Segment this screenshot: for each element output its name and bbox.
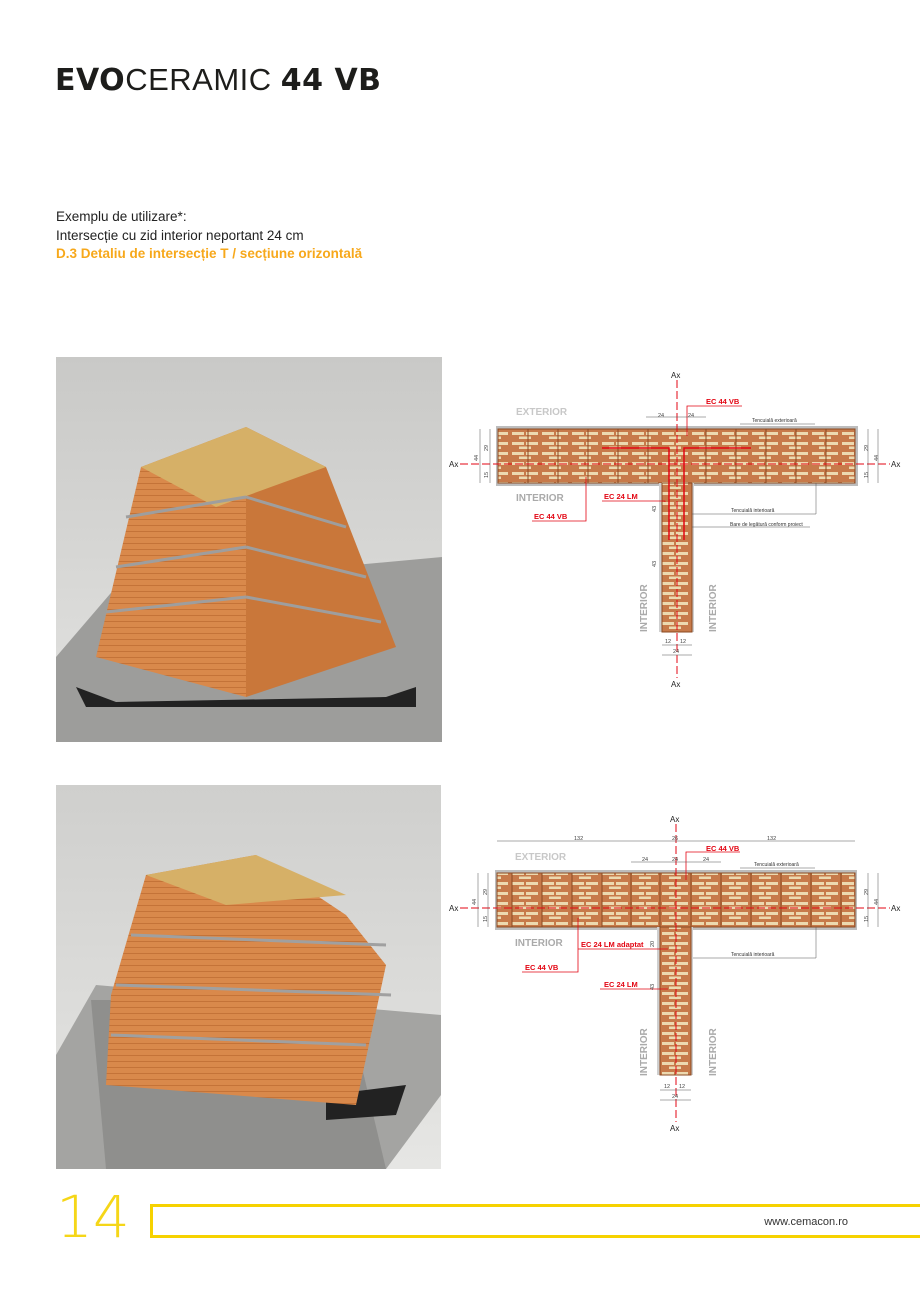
interior-label: INTERIOR <box>515 938 563 949</box>
dim-24: 24 <box>642 857 649 863</box>
axis-label-right: Ax <box>891 904 901 913</box>
dim-24: 24 <box>688 413 695 419</box>
axis-label-top: Ax <box>671 371 681 380</box>
label-ec44vb-bottom: EC 44 VB <box>525 963 559 972</box>
title-ceramic: CERAMIC <box>125 62 281 97</box>
interior-label: INTERIOR <box>516 493 564 504</box>
dim-29: 29 <box>483 888 489 895</box>
intro-line-2: Intersecție cu zid interior neportant 24 cm <box>56 228 304 243</box>
dim-20: 20 <box>650 940 656 947</box>
dim-24: 24 <box>672 857 679 863</box>
axis-label-left: Ax <box>449 460 459 469</box>
axis-label-bottom: Ax <box>670 1124 680 1133</box>
dim-29: 29 <box>864 444 870 451</box>
dim-43: 43 <box>652 560 658 567</box>
dim-44: 44 <box>874 898 880 905</box>
axis-label-left: Ax <box>449 904 459 913</box>
page-number: 14 <box>56 1183 130 1251</box>
dim-15: 15 <box>484 471 490 478</box>
dim-44: 44 <box>874 454 880 461</box>
dim-24: 24 <box>703 857 710 863</box>
dim-12: 12 <box>664 1084 671 1090</box>
section-heading: D.3 Detaliu de intersecție T / secțiune orizontală <box>56 246 363 261</box>
interior-label-right: INTERIOR <box>708 584 719 632</box>
dim-24: 24 <box>658 413 665 419</box>
exterior-label: EXTERIOR <box>515 852 567 863</box>
dim-132: 132 <box>574 836 584 842</box>
label-plaster-ext: Tencuială exterioară <box>754 862 799 868</box>
dim-15: 15 <box>864 471 870 478</box>
footer-url[interactable]: www.cemacon.ro <box>764 1216 848 1228</box>
dim-24: 24 <box>672 1094 679 1100</box>
label-ec24lm-adaptat: EC 24 LM adaptat <box>581 940 644 949</box>
label-ec24lm: EC 24 LM <box>604 980 638 989</box>
label-ec44vb-top: EC 44 VB <box>706 844 740 853</box>
dim-29: 29 <box>864 888 870 895</box>
dim-43: 43 <box>650 983 656 990</box>
dim-26: 26 <box>672 836 679 842</box>
title-model: 44 VB <box>280 63 382 98</box>
axis-label-bottom: Ax <box>671 680 681 689</box>
axis-label-right: Ax <box>891 460 901 469</box>
dim-12: 12 <box>665 639 672 645</box>
label-plaster-ext: Tencuială exterioară <box>752 418 797 424</box>
label-bars: Bare de legătură conform proiect <box>730 522 803 528</box>
dim-12: 12 <box>679 1084 686 1090</box>
label-plaster-int: Tencuială interioară <box>731 508 775 514</box>
dim-15: 15 <box>864 915 870 922</box>
exterior-label: EXTERIOR <box>516 407 568 418</box>
dim-132: 132 <box>767 836 777 842</box>
axis-label-top: Ax <box>670 815 680 824</box>
dim-44: 44 <box>474 454 480 461</box>
interior-label-left: INTERIOR <box>639 584 650 632</box>
label-ec24lm: EC 24 LM <box>604 492 638 501</box>
label-ec44vb-bottom: EC 44 VB <box>534 512 568 521</box>
dim-15: 15 <box>483 915 489 922</box>
dim-43: 43 <box>652 505 658 512</box>
intro-line-1: Exemplu de utilizare*: <box>56 209 187 224</box>
interior-label-left: INTERIOR <box>639 1028 650 1076</box>
dim-29: 29 <box>484 444 490 451</box>
dim-12: 12 <box>680 639 687 645</box>
dim-24: 24 <box>673 649 680 655</box>
label-plaster-int: Tencuială interioară <box>731 952 775 958</box>
interior-label-right: INTERIOR <box>708 1028 719 1076</box>
dim-44: 44 <box>472 898 478 905</box>
label-ec44vb-top: EC 44 VB <box>706 397 740 406</box>
title-evo: EVO <box>55 63 126 98</box>
